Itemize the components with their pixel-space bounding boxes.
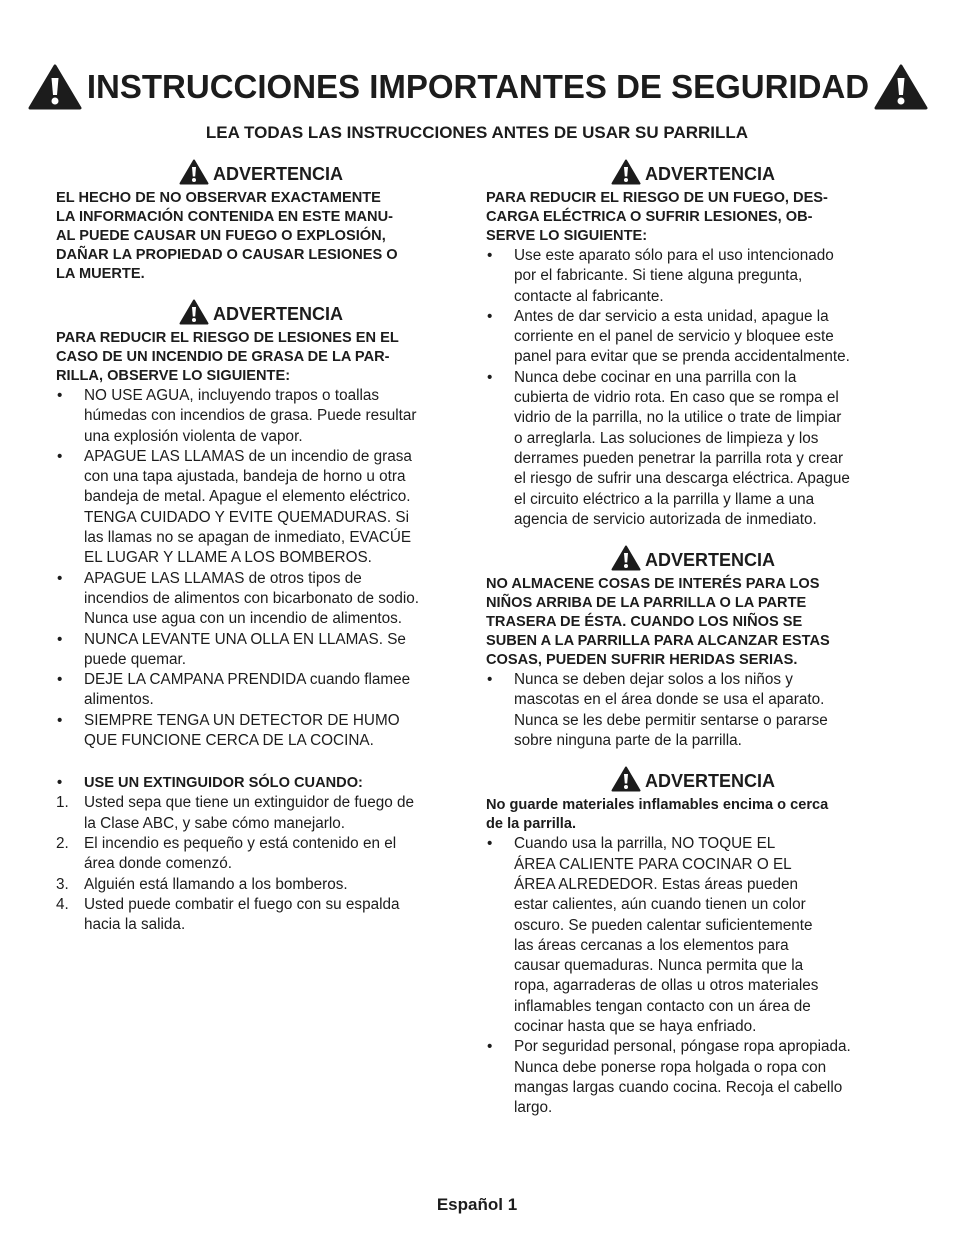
text-line: agencia de servicio autorizada de inmediato.: [514, 510, 817, 528]
text-line: panel para evitar que se prenda accidentalmente.: [514, 348, 850, 366]
text-line: derrames pueden penetrar la parrilla rota y crear: [514, 449, 844, 467]
list-item: [56, 386, 466, 447]
page-title: INSTRUCCIONES IMPORTANTES DE SEGURIDAD: [86, 68, 870, 105]
text-line: de la parrilla.: [486, 816, 577, 833]
right-column: [486, 162, 900, 1119]
text-line: puede quemar.: [84, 650, 187, 668]
text-line: NIÑOS ARRIBA DE LA PARRILLA O LA PARTE: [486, 595, 807, 612]
list-item: [56, 793, 466, 834]
list-item: [486, 246, 900, 307]
warning-heading: [486, 162, 900, 188]
text-line: • APAGUE LAS LLAMAS de otros tipos de: [84, 569, 362, 587]
text-line: TRASERA DE ÉSTA. CUANDO LOS NIÑOS SE: [486, 614, 803, 631]
text-line: EL HECHO DE NO OBSERVAR EXACTAMENTE: [56, 190, 381, 206]
item-number: 4.: [56, 895, 69, 913]
warning-label: ADVERTENCIA: [644, 163, 775, 184]
text-line: • NUNCA LEVANTE UNA OLLA EN LLAMAS. Se: [84, 630, 406, 648]
numbered-list: [56, 793, 466, 935]
warning-text: [56, 189, 466, 284]
text-line: sobre ninguna parte de la parrilla.: [514, 732, 742, 750]
text-line: • Nunca se deben dejar solos a los niños y: [514, 671, 793, 689]
text-line: Nunca use agua con un incendio de alimentos.: [84, 610, 403, 628]
text-line: • DEJE LA CAMPANA PRENDIDA cuando flamee: [84, 671, 411, 689]
bullet-list: [486, 834, 900, 1118]
bullet-list: [486, 670, 900, 751]
text-line: No guarde materiales inflamables encima o cerca: [486, 797, 829, 814]
text-line: Usted sepa que tiene un extinguidor de fuego de: [84, 794, 414, 812]
text-line: • SIEMPRE TENGA UN DETECTOR DE HUMO: [84, 711, 400, 729]
text-line: TENGA CUIDADO Y EVITE QUEMADURAS. Si: [84, 508, 409, 526]
text-line: NO ALMACENE COSAS DE INTERÉS PARA LOS: [486, 576, 820, 593]
list-item: [56, 895, 466, 936]
text-line: Nunca debe ponerse ropa holgada o ropa con: [514, 1058, 827, 1076]
text-line: • NO USE AGUA, incluyendo trapos o toallas: [84, 387, 380, 404]
text-line: ropa, agarraderas de ollas u otros materiales: [514, 977, 819, 995]
text-line: Nunca se les debe permitir sentarse o pararse: [514, 711, 828, 729]
list-item: [486, 1037, 900, 1118]
text-line: cubierta de vidrio rota. En caso que se rompa el: [514, 389, 839, 407]
text-line: o arreglarla. Las soluciones de limpieza y los: [514, 429, 819, 447]
page-footer: Español 1: [436, 1195, 518, 1214]
text-line: cocinar hasta que se haya enfriado.: [514, 1018, 757, 1036]
text-line: área donde comenzó.: [84, 855, 232, 873]
text-line: • Antes de dar servicio a esta unidad, apague la: [514, 307, 829, 325]
warning-heading: [56, 302, 466, 328]
text-line: AL PUEDE CAUSAR UN FUEGO O EXPLOSIÓN,: [56, 228, 386, 244]
text-line: EL LUGAR Y LLAME A LOS BOMBEROS.: [84, 549, 372, 567]
bullet-list: [486, 246, 900, 530]
text-line: PARA REDUCIR EL RIESGO DE LESIONES EN EL: [56, 330, 399, 346]
list-item: [56, 711, 466, 752]
item-number: 1.: [56, 794, 69, 812]
left-column: [56, 162, 466, 935]
warning-triangle-icon: [611, 766, 641, 792]
text-line: PARA REDUCIR EL RIESGO DE UN FUEGO, DES-: [486, 190, 828, 206]
text-line: la Clase ABC, y sabe cómo manejarlo.: [84, 814, 346, 832]
text-line: CARGA ELÉCTRICA O SUFRIR LESIONES, OB-: [486, 209, 813, 225]
text-line: QUE FUNCIONE CERCA DE LA COCINA.: [84, 732, 374, 750]
text-line: • Cuando usa la parrilla, NO TOQUE EL: [514, 835, 776, 853]
warning-label: ADVERTENCIA: [644, 549, 775, 570]
text-line: largo.: [514, 1099, 553, 1117]
list-item: [56, 875, 466, 895]
extinguisher-heading: • USE UN EXTINGUIDOR SÓLO CUANDO:: [56, 773, 466, 793]
warning-triangle-icon: [179, 159, 209, 185]
warning-text: [486, 796, 900, 834]
warning-heading: [486, 548, 900, 574]
text-line: ÁREA ALREDEDOR. Estas áreas pueden: [514, 875, 798, 893]
text-line: el riesgo de sufrir una descarga eléctrica. Apague: [514, 470, 850, 488]
list-item: [486, 834, 900, 1037]
page-subtitle: LEA TODAS LAS INSTRUCCIONES ANTES DE USAR SU PARRILLA: [205, 123, 749, 142]
text-line: SUBEN A LA PARRILLA PARA ALCANZAR ESTAS: [486, 633, 830, 650]
text-line: inflamables tengan contacto con un área de: [514, 997, 811, 1015]
warning-heading: [486, 769, 900, 795]
text-line: El incendio es pequeño y está contenido en el: [84, 834, 397, 852]
text-line: DAÑAR LA PROPIEDAD O CAUSAR LESIONES O: [56, 247, 398, 263]
text-line: LA MUERTE.: [56, 266, 145, 282]
warning-text: [486, 575, 900, 670]
text-line: húmedas con incendios de grasa. Puede resultar: [84, 407, 417, 425]
list-item: [486, 670, 900, 751]
list-item: [56, 630, 466, 671]
text-line: las llamas no se apagan de inmediato, EVACÚE: [84, 529, 412, 547]
list-item: [56, 834, 466, 875]
list-item: [486, 307, 900, 368]
list-item: [56, 670, 466, 711]
list-item: [56, 447, 466, 569]
warning-label: ADVERTENCIA: [644, 771, 775, 792]
text-line: SERVE LO SIGUIENTE:: [486, 228, 648, 244]
text-line: por el fabricante. Si tiene alguna pregunta,: [514, 267, 803, 285]
warning-label: ADVERTENCIA: [212, 303, 343, 324]
text-line: mangas largas cuando cocina. Recoja el cabello: [514, 1078, 843, 1096]
text-line: bandeja de metal. Apague el elemento eléctrico.: [84, 488, 411, 506]
warning-triangle-icon: [611, 545, 641, 571]
text-line: • Nunca debe cocinar en una parrilla con la: [514, 368, 797, 386]
text-line: causar quemaduras. Nunca permita que la: [514, 957, 804, 975]
warning-triangle-icon: [611, 159, 641, 185]
text-line: hacia la salida.: [84, 916, 186, 934]
text-line: Alguién está llamando a los bomberos.: [84, 875, 348, 893]
text-line: una explosión violenta de vapor.: [84, 427, 303, 445]
text-line: con una tapa ajustada, bandeja de horno u otra: [84, 468, 406, 486]
text-line: LA INFORMACIÓN CONTENIDA EN ESTE MANU-: [56, 209, 393, 225]
text-line: las áreas cercanas a los elementos para: [514, 936, 789, 954]
warning-heading: [56, 162, 466, 188]
text-line: corriente en el panel de servicio y bloquee este: [514, 328, 834, 346]
text-line: • Por seguridad personal, póngase ropa apropiada.: [514, 1038, 851, 1056]
warning-text: [56, 329, 466, 386]
text-line: mascotas en el área donde se usa el aparato.: [514, 691, 825, 709]
warning-triangle-icon: [874, 64, 928, 110]
list-item: [56, 569, 466, 630]
text-line: contacte al fabricante.: [514, 287, 664, 305]
warning-triangle-icon: [179, 299, 209, 325]
item-number: 2.: [56, 834, 69, 852]
text-line: • APAGUE LAS LLAMAS de un incendio de grasa: [84, 447, 412, 465]
text-line: Usted puede combatir el fuego con su espalda: [84, 895, 400, 913]
text-line: oscuro. Se pueden calentar suficientemente: [514, 916, 813, 934]
page-title-row: [28, 64, 928, 110]
text-line: COSAS, PUEDEN SUFRIR HERIDAS SERIAS.: [486, 652, 798, 669]
text-line: estar calientes, aún cuando tienen un color: [514, 896, 806, 914]
text-line: RILLA, OBSERVE LO SIGUIENTE:: [56, 368, 291, 384]
warning-label: ADVERTENCIA: [212, 163, 343, 184]
text-line: CASO DE UN INCENDIO DE GRASA DE LA PAR-: [56, 349, 390, 365]
list-item: [486, 368, 900, 530]
text-line: • Use este aparato sólo para el uso intencionado: [514, 247, 834, 264]
text-line: vidrio de la parrilla, no la utilice o trate de limpiar: [514, 409, 842, 427]
text-line: ÁREA CALIENTE PARA COCINAR O EL: [514, 855, 792, 873]
warning-triangle-icon: [28, 64, 82, 110]
warning-text: [486, 189, 900, 246]
text-line: el circuito eléctrico a la parrilla y llame a una: [514, 490, 815, 508]
text-line: incendios de alimentos con bicarbonato de sodio.: [84, 589, 420, 607]
text-line: alimentos.: [84, 691, 154, 709]
bullet-list: [56, 386, 466, 751]
item-number: 3.: [56, 875, 69, 893]
